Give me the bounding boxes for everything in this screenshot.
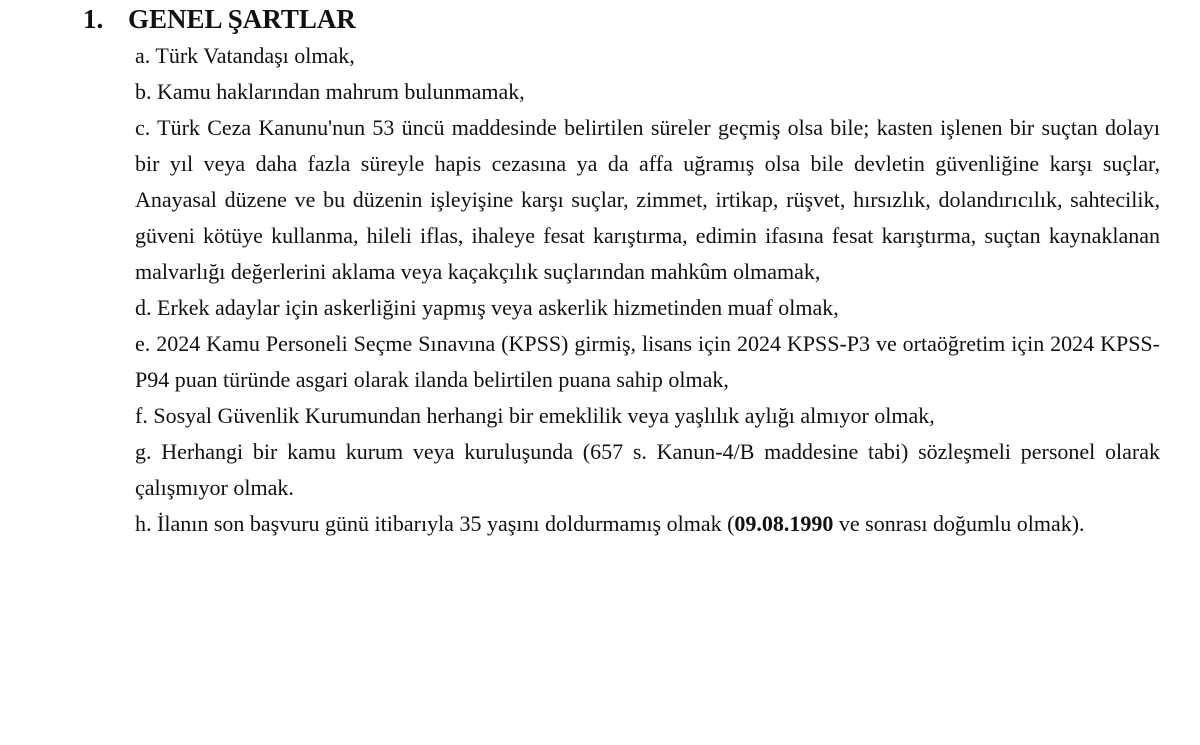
birth-date-limit: 09.08.1990 — [734, 511, 834, 536]
list-item-h — [135, 506, 1160, 542]
item-marker: e. — [135, 331, 151, 356]
list-item-b — [135, 74, 1160, 110]
item-marker: f. — [135, 403, 148, 428]
item-marker: d. — [135, 295, 152, 320]
section-heading — [83, 4, 356, 34]
list-item-f — [135, 398, 1160, 434]
item-text: Sosyal Güvenlik Kurumundan herhangi bir emeklilik veya yaşlılık aylığı almıyor olmak, — [153, 403, 935, 428]
list-item-c — [135, 110, 1160, 290]
section-title: GENEL ŞARTLAR — [128, 4, 356, 34]
item-text: Türk Ceza Kanunu'nun 53 üncü maddesinde belirtilen süreler geçmiş olsa bile; kasten işlenen bir suçtan dolayı bir yıl veya daha fazla süreyle hapis cezasına ya da affa uğramış olsa bile devletin güvenliğine karşı suçlar, Anayasal düzene ve bu düzenin işleyişine karşı suçlar, zimmet, irtikap, rüşvet, hırsızlık, dolandırıcılık, sahtecilik, güveni kötüye kullanma, hileli iflas, ihaleye fesat karıştırma, edimin ifasına fesat karıştırma, suçtan kaynaklanan malvarlığı değerlerini aklama veya kaçakçılık suçlarından mahkûm olmamak, — [135, 115, 1160, 284]
item-marker: a. — [135, 43, 151, 68]
list-item-e — [135, 326, 1160, 398]
item-marker: g. — [135, 439, 152, 464]
item-text: Türk Vatandaşı olmak, — [155, 43, 355, 68]
item-text-after: ve sonrası doğumlu olmak). — [833, 511, 1085, 536]
requirements-list — [135, 38, 1160, 542]
item-marker: h. — [135, 511, 152, 536]
item-text-before: İlanın son başvuru günü itibarıyla 35 yaşını doldurmamış olmak ( — [157, 511, 735, 536]
list-item-g — [135, 434, 1160, 506]
list-item-d — [135, 290, 1160, 326]
item-marker: c. — [135, 115, 151, 140]
item-text: Kamu haklarından mahrum bulunmamak, — [157, 79, 525, 104]
list-item-a — [135, 38, 1160, 74]
item-text: Erkek adaylar için askerliğini yapmış veya askerlik hizmetinden muaf olmak, — [157, 295, 839, 320]
item-text: Herhangi bir kamu kurum veya kuruluşunda (657 s. Kanun-4/B maddesine tabi) sözleşmeli personel olarak çalışmıyor olmak. — [135, 439, 1160, 500]
item-text: 2024 Kamu Personeli Seçme Sınavına (KPSS) girmiş, lisans için 2024 KPSS-P3 ve ortaöğretim için 2024 KPSS-P94 puan türünde asgari olarak ilanda belirtilen puana sahip olmak, — [135, 331, 1160, 392]
item-marker: b. — [135, 79, 152, 104]
section-number: 1. — [83, 4, 104, 34]
